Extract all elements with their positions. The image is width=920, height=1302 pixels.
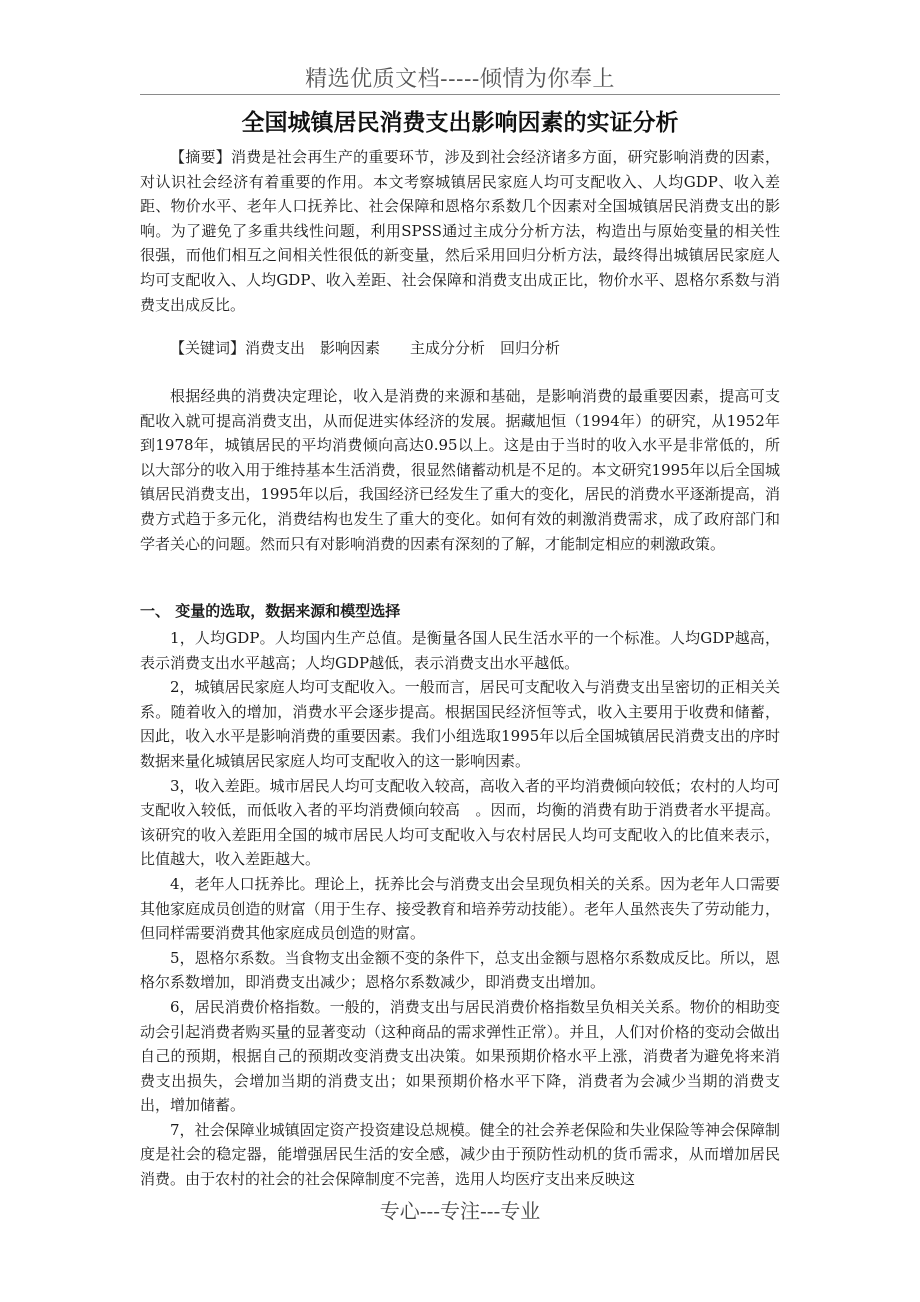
section-heading: 一、 变量的选取，数据来源和模型选择 bbox=[140, 602, 401, 620]
list-item: 6，居民消费价格指数。一般的，消费支出与居民消费价格指数呈负相关关系。物价的相助变动会引起消费者购买量的显著变动（这种商品的需求弹性正常）。并且，人们对价格的变动会做出自己的预期，根据自己的预期改变消费支出决策。如果预期价格水平上涨，消费者为避免将来消费支出损失，会增加当期的消费支出；如果预期价格水平下降，消费者为会减少当期的消费支出，增加储蓄。 bbox=[140, 997, 780, 1115]
variable-list bbox=[140, 626, 780, 1192]
page-header: 精选优质文档-----倾情为你奉上 bbox=[305, 67, 615, 92]
keywords-line: 【关键词】消费支出 影响因素 主成分分析 回归分析 bbox=[170, 339, 561, 357]
page-footer: 专心---专注---专业 bbox=[379, 1199, 541, 1223]
list-item: 2，城镇居民家庭人均可支配收入。一般而言，居民可支配收入与消费支出呈密切的正相关关系。随着收入的增加，消费水平会逐步提高。根据国民经济恒等式，收入主要用于收费和储蓄，因此，收入水平是影响消费的重要因素。我们小组选取1995年以后全国城镇居民消费支出的序时数据来量化城镇居民家庭人均可支配收入的这一影响因素。 bbox=[140, 678, 780, 770]
list-item: 1，人均GDP。人均国内生产总值。是衡量各国人民生活水平的一个标准。人均GDP越高，表示消费支出水平越高；人均GDP越低，表示消费支出水平越低。 bbox=[140, 629, 780, 672]
intro-paragraph: 根据经典的消费决定理论，收入是消费的来源和基础，是影响消费的最重要因素，提高可支配收入就可提高消费支出，从而促进实体经济的发展。据藏旭恒（1994年）的研究，从1952年到1978年，城镇居民的平均消费倾向高达0.95以上。这是由于当时的收入水平是非常低的，所以大部分的收入用于维持基本生活消费，很显然储蓄动机是不足的。本文研究1995年以后全国城镇居民消费支出，1995年以后，我国经济已经发生了重大的变化，居民的消费水平逐渐提高，消费方式趋于多元化，消费结构也发生了重大的变化。如何有效的刺激消费需求，成了政府部门和学者关心的问题。然而只有对影响消费的因素有深刻的了解，才能制定相应的刺激政策。 bbox=[140, 387, 780, 553]
list-item: 4，老年人口抚养比。理论上，抚养比会与消费支出会呈现负相关的关系。因为老年人口需要其他家庭成员创造的财富（用于生存、接受教育和培养劳动技能）。老年人虽然丧失了劳动能力，但同样需要消费其他家庭成员创造的财富。 bbox=[140, 874, 780, 943]
document-title: 全国城镇居民消费支出影响因素的实证分析 bbox=[241, 110, 679, 136]
list-item: 3，收入差距。城市居民人均可支配收入较高，高收入者的平均消费倾向较低；农村的人均可支配收入较低，而低收入者的平均消费倾向较高 。因而，均衡的消费有助于消费者水平提高。该研究的收入差距用全国的城市居民人均可支配收入与农村居民人均可支配收入的比值来表示，比值越大，收入差距越大。 bbox=[140, 776, 780, 869]
list-item: 5，恩格尔系数。当食物支出金额不变的条件下，总支出金额与恩格尔系数成反比。所以，恩格尔系数增加，即消费支出减少；恩格尔系数减少，即消费支出增加。 bbox=[140, 948, 780, 992]
abstract-paragraph: 【摘要】消费是社会再生产的重要环节，涉及到社会经济诸多方面，研究影响消费的因素，对认识社会经济有着重要的作用。本文考察城镇居民家庭人均可支配收入、人均GDP、收入差距、物价水平、老年人口抚养比、社会保障和恩格尔系数几个因素对全国城镇居民消费支出的影响。为了避免了多重共线性问题，利用SPSS通过主成分分析方法，构造出与原始变量的相关性很强，而他们相互之间相关性很低的新变量，然后采用回归分析方法，最终得出城镇居民家庭人均可支配收入、人均GDP、收入差距、社会保障和消费支出成正比，物价水平、恩格尔系数与消费支出成反比。 bbox=[140, 148, 780, 314]
list-item: 7，社会保障业城镇固定资产投资建设总规模。健全的社会养老保险和失业保险等神会保障制度是社会的稳定器，能增强居民生活的安全感，减少由于预防性动机的货币需求，从而增加居民消费。由于农村的社会的社会保障制度不完善，选用人均医疗支出来反映这 bbox=[140, 1120, 780, 1189]
header-divider bbox=[140, 94, 780, 95]
